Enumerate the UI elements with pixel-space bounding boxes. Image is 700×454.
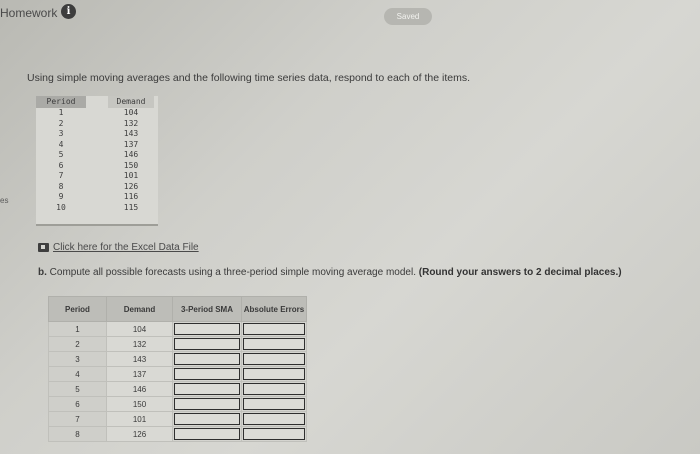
answer-period-cell: 1 <box>49 322 107 337</box>
excel-file-icon <box>38 243 49 252</box>
absolute-error-input-cell <box>242 367 307 382</box>
period-cell: 1 <box>58 108 64 117</box>
absolute-error-input[interactable] <box>243 353 305 365</box>
data-table-row <box>36 203 158 214</box>
data-table-row <box>36 129 158 140</box>
top-bar <box>0 0 700 34</box>
data-table-row <box>36 140 158 151</box>
time-series-data-table <box>36 96 158 226</box>
sma-input-cell <box>173 352 242 367</box>
page-title: Homework <box>0 6 58 20</box>
absolute-error-input[interactable] <box>243 338 305 350</box>
edge-clipped-text: es <box>0 196 9 205</box>
sma-input[interactable] <box>174 338 240 350</box>
answer-demand-cell: 143 <box>107 352 173 367</box>
data-table-row <box>36 108 158 119</box>
demand-cell: 137 <box>123 139 139 149</box>
absolute-error-input[interactable] <box>243 413 305 425</box>
absolute-error-input[interactable] <box>243 323 305 335</box>
demand-cell: 115 <box>123 202 139 212</box>
answer-table-row <box>49 427 307 442</box>
question-b <box>38 267 622 278</box>
demand-cell: 104 <box>123 108 139 117</box>
absolute-error-input-cell <box>242 382 307 397</box>
demand-cell: 143 <box>123 129 139 138</box>
excel-link-text[interactable]: Click here for the Excel Data File <box>53 242 199 253</box>
answer-demand-cell: 132 <box>107 337 173 352</box>
sma-answer-table <box>48 296 307 442</box>
answer-table-row <box>49 352 307 367</box>
period-cell: 9 <box>58 192 64 201</box>
rounding-note: (Round your answers to 2 decimal places.) <box>418 267 622 278</box>
answer-table-row <box>49 367 307 382</box>
sma-input[interactable] <box>174 353 240 365</box>
excel-data-link[interactable] <box>38 242 199 253</box>
sma-input-cell <box>173 382 242 397</box>
answer-period-cell: 7 <box>49 412 107 427</box>
sma-input[interactable] <box>174 398 240 410</box>
sma-input[interactable] <box>174 413 240 425</box>
instructions-text: Using simple moving averages and the following time series data, respond to each of the items. <box>27 72 470 84</box>
saved-status-badge: Saved <box>384 8 432 25</box>
answer-demand-cell: 101 <box>107 412 173 427</box>
demand-cell: 146 <box>123 150 139 159</box>
absolute-error-input[interactable] <box>243 428 305 440</box>
answer-demand-header: Demand <box>107 297 173 322</box>
absolute-errors-header: Absolute Errors <box>242 297 307 322</box>
answer-demand-cell: 137 <box>107 367 173 382</box>
answer-table-row <box>49 382 307 397</box>
absolute-error-input[interactable] <box>243 383 305 395</box>
sma-input-cell <box>173 322 242 337</box>
period-cell: 4 <box>58 139 64 149</box>
sma-input-cell <box>173 397 242 412</box>
info-icon[interactable]: i <box>61 4 76 19</box>
sma-input-cell <box>173 412 242 427</box>
absolute-error-input-cell <box>242 397 307 412</box>
answer-demand-cell: 104 <box>107 322 173 337</box>
demand-cell: 101 <box>123 171 139 180</box>
period-cell: 5 <box>58 150 64 159</box>
answer-demand-cell: 126 <box>107 427 173 442</box>
absolute-error-input-cell <box>242 337 307 352</box>
data-table-row <box>36 150 158 161</box>
data-table-header <box>36 96 158 108</box>
absolute-error-input-cell <box>242 352 307 367</box>
absolute-error-input-cell <box>242 427 307 442</box>
sma-input[interactable] <box>174 428 240 440</box>
answer-period-cell: 3 <box>49 352 107 367</box>
absolute-error-input[interactable] <box>243 398 305 410</box>
demand-cell: 126 <box>123 181 139 191</box>
answer-period-cell: 2 <box>49 337 107 352</box>
demand-cell: 116 <box>123 192 139 201</box>
sma-input-cell <box>173 337 242 352</box>
period-cell: 3 <box>58 129 64 138</box>
sma-input-cell <box>173 427 242 442</box>
question-text: Compute all possible forecasts using a three-period simple moving average model. <box>49 267 416 278</box>
answer-table-row <box>49 337 307 352</box>
data-table-row <box>36 171 158 182</box>
sma-header: 3-Period SMA <box>173 297 242 322</box>
period-cell: 10 <box>56 202 66 212</box>
period-cell: 6 <box>58 160 64 170</box>
answer-period-cell: 8 <box>49 427 107 442</box>
data-table-row <box>36 161 158 172</box>
answer-period-cell: 5 <box>49 382 107 397</box>
period-cell: 7 <box>58 171 64 180</box>
demand-cell: 132 <box>123 118 139 128</box>
sma-input[interactable] <box>174 368 240 380</box>
period-cell: 8 <box>58 181 64 191</box>
answer-period-cell: 4 <box>49 367 107 382</box>
answer-table-row <box>49 397 307 412</box>
sma-input-cell <box>173 367 242 382</box>
sma-input[interactable] <box>174 383 240 395</box>
demand-column-header: Demand <box>108 96 154 108</box>
answer-table-row <box>49 322 307 337</box>
period-cell: 2 <box>58 118 64 128</box>
absolute-error-input[interactable] <box>243 368 305 380</box>
answer-table-row <box>49 412 307 427</box>
answer-demand-cell: 146 <box>107 382 173 397</box>
absolute-error-input-cell <box>242 322 307 337</box>
answer-period-cell: 6 <box>49 397 107 412</box>
absolute-error-input-cell <box>242 412 307 427</box>
answer-demand-cell: 150 <box>107 397 173 412</box>
data-table-row <box>36 119 158 130</box>
sma-input[interactable] <box>174 323 240 335</box>
data-table-row <box>36 192 158 203</box>
data-table-row <box>36 182 158 193</box>
demand-cell: 150 <box>123 160 139 170</box>
question-label: b. <box>38 267 47 278</box>
period-column-header: Period <box>36 96 86 108</box>
answer-period-header: Period <box>49 297 107 322</box>
